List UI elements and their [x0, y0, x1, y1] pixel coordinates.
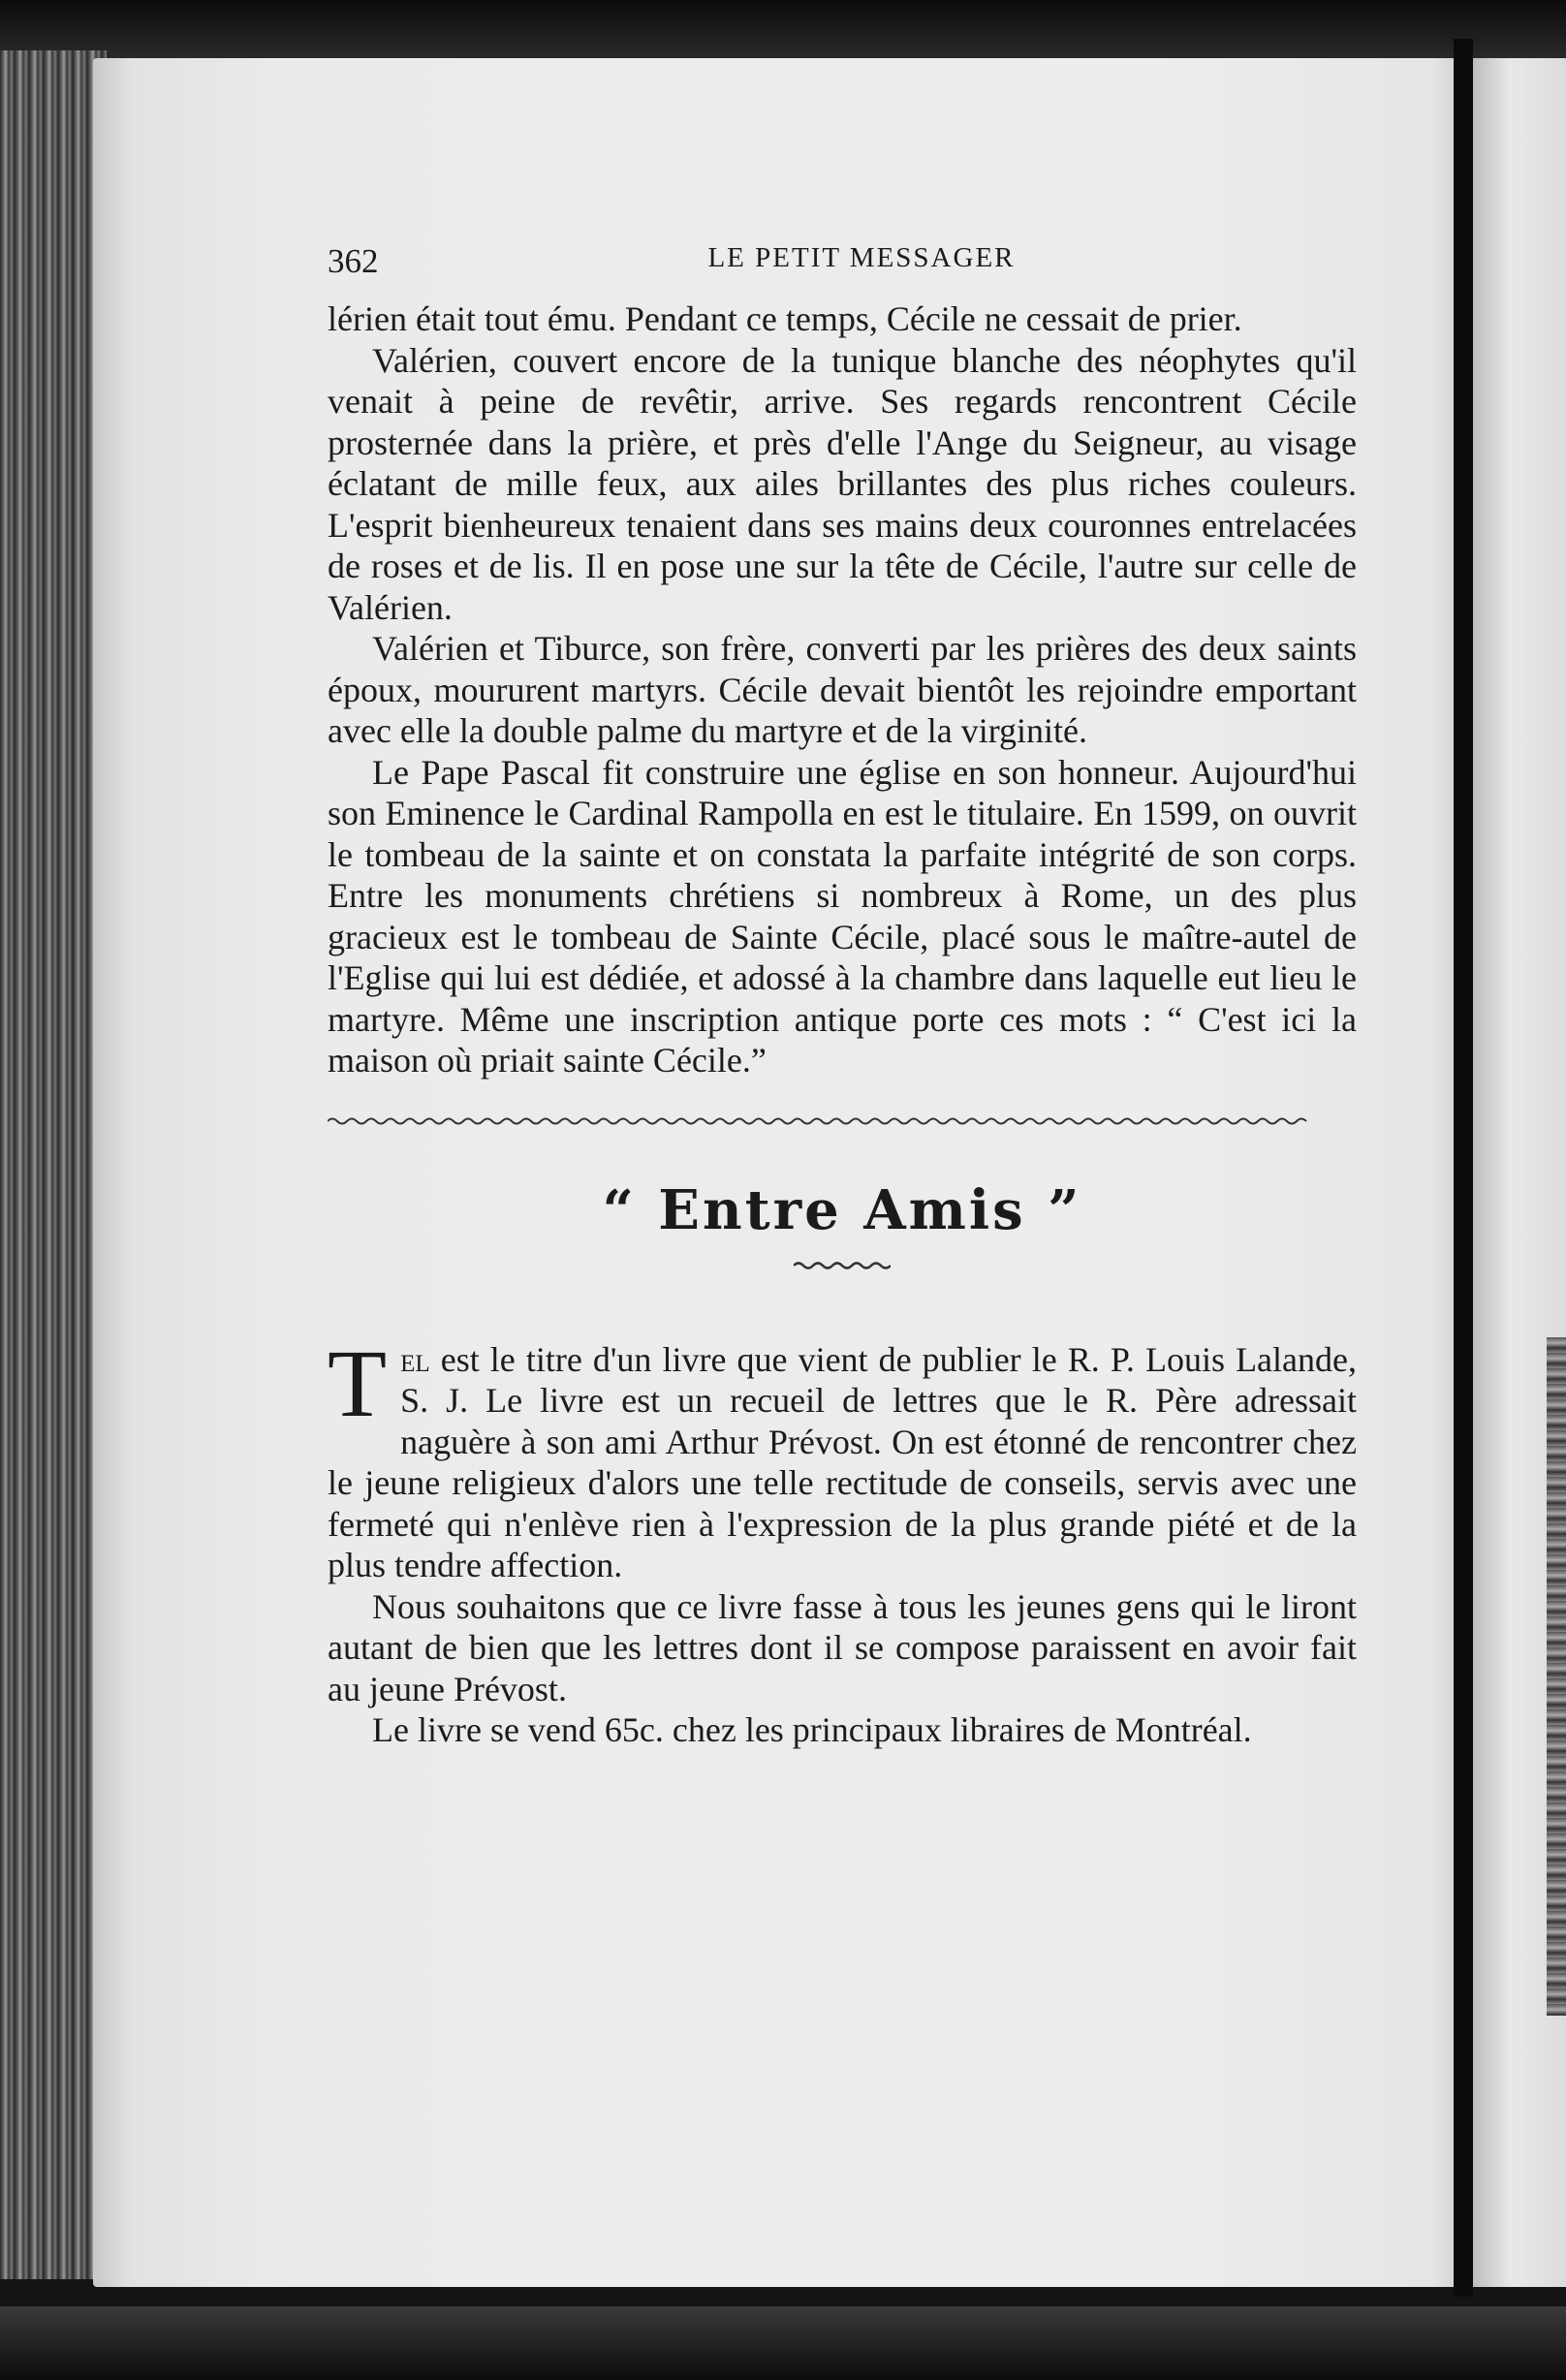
section-title: “ Entre Amis ” [602, 1177, 1082, 1242]
small-wavy-ornament [794, 1260, 891, 1271]
paragraph: Valérien, couvert encore de la tunique blanche des néophytes qu'il venait à peine de revêtir, arrive. Ses regards rencontrent Cécile prosternée dans la prière, et près d'elle l'Ange du Seigneur, au visage éclatant de mille feux, aux ailes brillantes des plus riches couleurs. L'esprit bienheureux tenaient dans ses mains deux couronnes entrelacées de roses et de lis. Il en pose une sur la tête de Cécile, l'autre sur celle de Valérien. [328, 340, 1357, 627]
small-wavy-ornament-line [794, 1263, 891, 1268]
running-head [328, 242, 1357, 298]
top-shadow [0, 0, 1566, 60]
gutter-shadow [1454, 39, 1473, 2297]
first-word-rest: el [400, 1339, 430, 1379]
journal-title: LE PETIT MESSAGER [707, 242, 1016, 273]
paragraph: Nous souhaitons que ce livre fasse à tous les jeunes gens qui le liront autant de bien que les lettres dont il se compose paraissent en avoir fait au jeune Prévost. [328, 1586, 1357, 1708]
paragraph: Le Pape Pascal fit construire une église en son honneur. Aujourd'hui son Eminence le Cardinal Rampolla en est le titulaire. En 1599, on ouvrit le tombeau de la sainte et on constata la parfaite intégrité de son corps. Entre les monuments chrétiens si nombreux à Rome, un des plus gracieux est le tombeau de Sainte Cécile, placé sous le maître-autel de l'Eglise qui lui est dédiée, et adossé à la chambre dans laquelle eut lieu le martyre. Même une inscription antique porte ces mots : “ C'est ici la maison où priait sainte Cécile.” [328, 752, 1357, 1080]
paragraph [328, 1329, 1357, 1586]
book-spine-edges [0, 50, 107, 2279]
wavy-divider-line [328, 1118, 1306, 1123]
paragraph: Le livre se vend 65c. chez les principaux libraires de Montréal. [372, 1710, 1252, 1749]
drop-cap: T [328, 1329, 388, 1437]
entre-amis-article [328, 1329, 1357, 1751]
first-paragraph-text: est le titre d'un livre que vient de publier le R. P. Louis Lalande, S. J. Le livre est un recueil de lettres que le R. Père adressait naguère à son ami Arthur Prévost. On est étonné de rencontrer chez le jeune religieux d'alors une telle rectitude de conseils, servis avec une fermeté qui n'enlève rien à l'expression de la plus grande piété et de la plus tendre affection. [328, 1339, 1357, 1584]
bottom-shadow [0, 2306, 1566, 2380]
wavy-divider [328, 1114, 1357, 1128]
article-continuation [328, 298, 1357, 1081]
paragraph: lérien était tout ému. Pendant ce temps, Cécile ne cessait de prier. [328, 299, 1242, 338]
page-content [328, 242, 1357, 1751]
adjacent-page-strip [1547, 1337, 1566, 2016]
page-number: 362 [328, 242, 379, 280]
paragraph: Valérien et Tiburce, son frère, converti par les prières des deux saints époux, moururent martyrs. Cécile devait bientôt les rejoindre emportant avec elle la double palme du martyre et de la virginité. [328, 629, 1357, 750]
